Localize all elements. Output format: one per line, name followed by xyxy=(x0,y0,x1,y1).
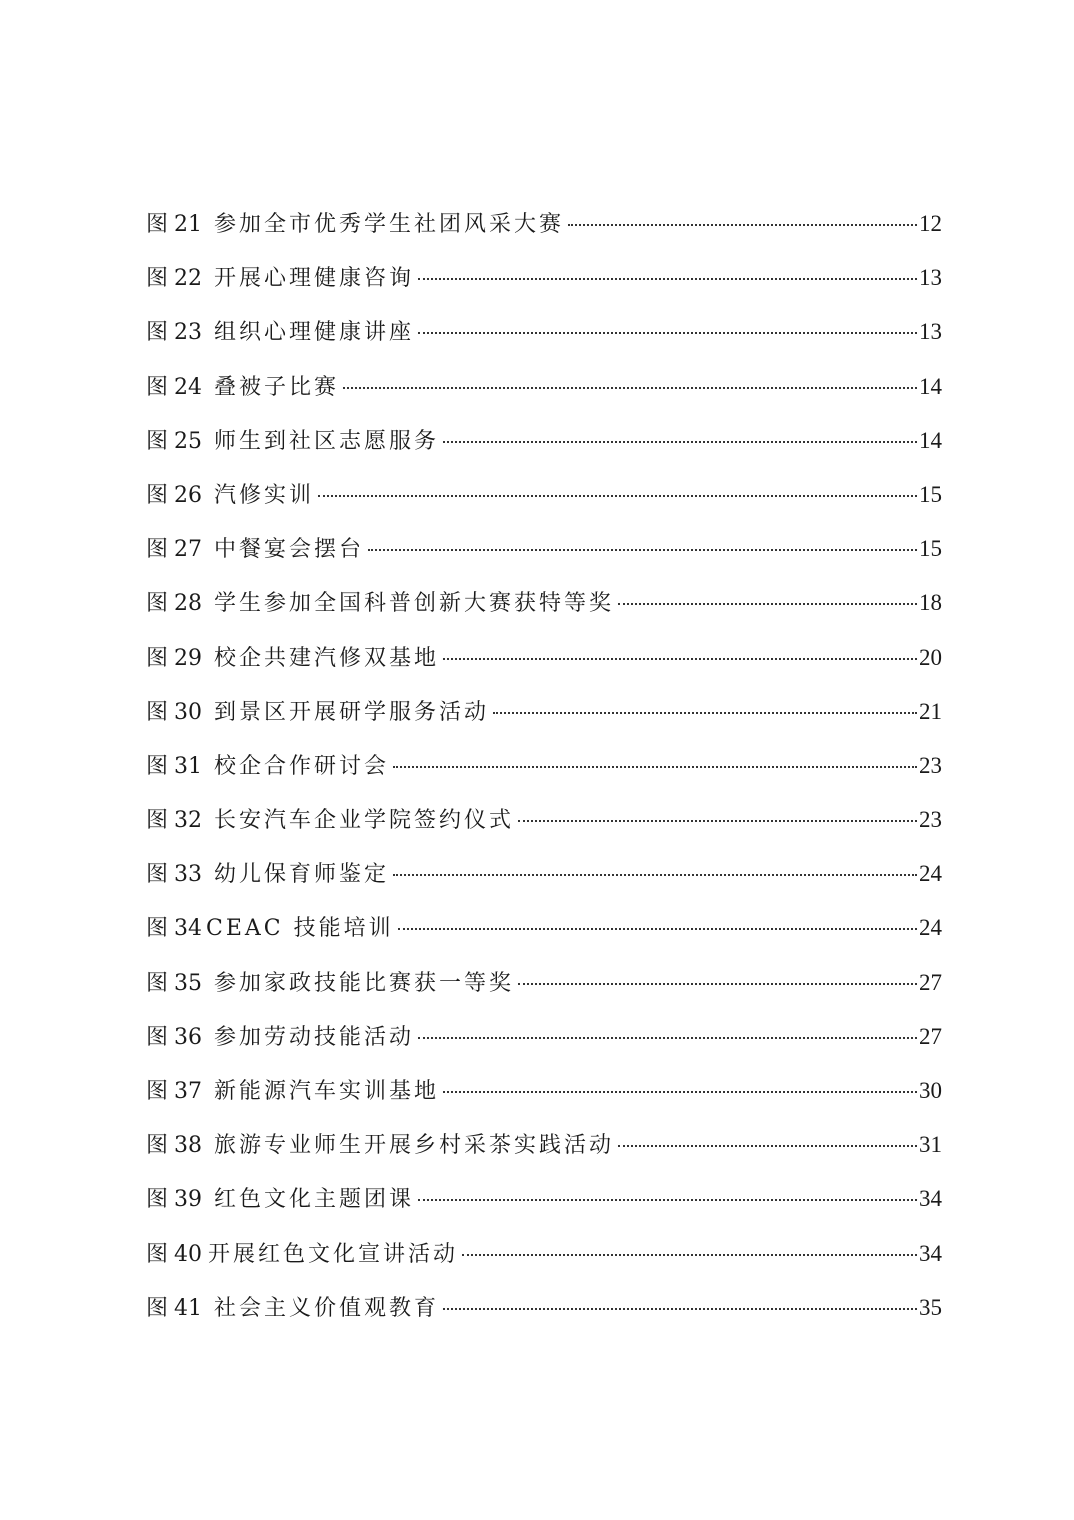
toc-entry[interactable] xyxy=(146,959,942,1013)
entry-title: 红色文化主题团课 xyxy=(214,1187,415,1213)
dot-leader xyxy=(318,495,917,497)
dot-leader xyxy=(443,441,917,443)
toc-entry[interactable] xyxy=(146,1175,942,1229)
entry-number: 32 xyxy=(174,808,203,834)
entry-number: 34 xyxy=(174,916,203,942)
dot-leader xyxy=(418,332,917,334)
toc-entry[interactable] xyxy=(146,1121,942,1175)
entry-number: 22 xyxy=(174,266,203,292)
dot-leader xyxy=(343,387,917,389)
entry-prefix: 图 xyxy=(146,374,169,400)
entry-number: 39 xyxy=(174,1187,203,1213)
entry-page-number: 14 xyxy=(919,373,942,399)
entry-number: 37 xyxy=(174,1079,203,1104)
entry-prefix: 图 xyxy=(146,1079,169,1104)
entry-prefix: 图 xyxy=(146,645,169,671)
toc-entry[interactable] xyxy=(146,525,942,579)
toc-entry[interactable] xyxy=(146,688,942,742)
entry-title: 汽修实训 xyxy=(214,482,315,508)
toc-entry[interactable] xyxy=(146,254,942,308)
entry-title: 长安汽车企业学院签约仪式 xyxy=(214,808,515,834)
toc-entry[interactable] xyxy=(146,417,942,471)
entry-page-number: 21 xyxy=(919,698,942,724)
entry-prefix: 图 xyxy=(146,1295,169,1321)
entry-title: 组织心理健康讲座 xyxy=(214,320,415,346)
entry-number: 41 xyxy=(174,1295,203,1321)
entry-prefix: 图 xyxy=(146,970,169,996)
dot-leader xyxy=(443,1091,917,1093)
dot-leader xyxy=(368,549,917,551)
entry-prefix: 图 xyxy=(146,753,169,779)
entry-page-number: 35 xyxy=(919,1294,942,1320)
entry-title: 幼儿保育师鉴定 xyxy=(214,862,390,888)
entry-title: 参加全市优秀学生社团风采大赛 xyxy=(214,212,565,237)
toc-entry[interactable] xyxy=(146,1067,942,1121)
figure-list xyxy=(146,200,942,1338)
entry-page-number: 18 xyxy=(919,590,942,616)
toc-entry[interactable] xyxy=(146,904,942,958)
entry-number: 27 xyxy=(174,537,203,563)
toc-entry[interactable] xyxy=(146,850,942,904)
entry-title: 师生到社区志愿服务 xyxy=(214,428,440,454)
dot-leader xyxy=(393,874,917,876)
entry-number: 25 xyxy=(174,428,203,454)
entry-page-number: 15 xyxy=(919,481,942,507)
entry-number: 28 xyxy=(174,591,203,617)
entry-prefix: 图 xyxy=(146,699,169,725)
entry-prefix: 图 xyxy=(146,266,169,292)
entry-prefix: 图 xyxy=(146,482,169,508)
entry-prefix: 图 xyxy=(146,537,169,563)
entry-title: 到景区开展研学服务活动 xyxy=(214,699,490,725)
dot-leader xyxy=(418,278,917,280)
entry-page-number: 27 xyxy=(919,1023,942,1049)
entry-prefix: 图 xyxy=(146,862,169,888)
entry-title: 参加家政技能比赛获一等奖 xyxy=(214,970,515,996)
entry-page-number: 14 xyxy=(919,427,942,453)
dot-leader xyxy=(568,224,917,226)
entry-prefix: 图 xyxy=(146,212,169,237)
entry-title: 社会主义价值观教育 xyxy=(214,1295,440,1321)
entry-prefix: 图 xyxy=(146,320,169,346)
entry-title: 学生参加全国科普创新大赛获特等奖 xyxy=(214,591,615,617)
toc-entry[interactable] xyxy=(146,308,942,362)
dot-leader xyxy=(398,928,917,930)
entry-number: 21 xyxy=(174,212,203,237)
entry-page-number: 24 xyxy=(919,861,942,887)
entry-prefix: 图 xyxy=(146,428,169,454)
toc-entry[interactable] xyxy=(146,200,942,254)
entry-page-number: 24 xyxy=(919,915,942,941)
entry-page-number: 30 xyxy=(919,1078,942,1103)
entry-number: 26 xyxy=(174,482,203,508)
dot-leader xyxy=(443,1308,917,1310)
entry-page-number: 20 xyxy=(919,644,942,670)
entry-title: 校企共建汽修双基地 xyxy=(214,645,440,671)
entry-title: 开展心理健康咨询 xyxy=(214,266,415,292)
entry-number: 30 xyxy=(174,699,203,725)
dot-leader xyxy=(443,658,917,660)
dot-leader xyxy=(518,983,917,985)
entry-number: 24 xyxy=(174,374,203,400)
entry-number: 31 xyxy=(174,753,203,779)
toc-entry[interactable] xyxy=(146,796,942,850)
dot-leader xyxy=(418,1037,917,1039)
entry-prefix: 图 xyxy=(146,808,169,834)
dot-leader xyxy=(418,1199,917,1201)
dot-leader xyxy=(618,603,917,605)
entry-title: 校企合作研讨会 xyxy=(214,753,390,779)
entry-number: 29 xyxy=(174,645,203,671)
dot-leader xyxy=(518,820,917,822)
toc-entry[interactable] xyxy=(146,471,942,525)
toc-entry[interactable] xyxy=(146,1230,942,1284)
entry-title: 参加劳动技能活动 xyxy=(214,1024,415,1050)
entry-title: CEAC 技能培训 xyxy=(206,916,394,942)
dot-leader xyxy=(493,712,917,714)
toc-entry[interactable] xyxy=(146,1013,942,1067)
entry-page-number: 34 xyxy=(919,1186,942,1212)
entry-prefix: 图 xyxy=(146,1187,169,1213)
entry-title: 旅游专业师生开展乡村采茶实践活动 xyxy=(214,1133,615,1159)
toc-entry[interactable] xyxy=(146,363,942,417)
entry-page-number: 15 xyxy=(919,536,942,562)
entry-page-number: 23 xyxy=(919,807,942,833)
dot-leader xyxy=(618,1145,917,1147)
entry-number: 33 xyxy=(174,862,203,888)
entry-number: 36 xyxy=(174,1024,203,1050)
entry-number: 35 xyxy=(174,970,203,996)
entry-prefix: 图 xyxy=(146,1241,169,1267)
entry-prefix: 图 xyxy=(146,1024,169,1050)
entry-page-number: 13 xyxy=(919,319,942,345)
entry-prefix: 图 xyxy=(146,916,169,942)
entry-number: 40 xyxy=(174,1241,203,1267)
toc-entry[interactable] xyxy=(146,742,942,796)
entry-prefix: 图 xyxy=(146,591,169,617)
entry-number: 23 xyxy=(174,320,203,346)
entry-page-number: 34 xyxy=(919,1240,942,1266)
entry-title: 叠被子比赛 xyxy=(214,374,340,400)
toc-entry[interactable] xyxy=(146,579,942,633)
entry-page-number: 13 xyxy=(919,265,942,291)
dot-leader xyxy=(462,1254,917,1256)
toc-entry[interactable] xyxy=(146,634,942,688)
entry-prefix: 图 xyxy=(146,1133,169,1159)
entry-title: 中餐宴会摆台 xyxy=(214,537,365,563)
entry-page-number: 12 xyxy=(919,211,942,236)
dot-leader xyxy=(393,766,917,768)
entry-page-number: 23 xyxy=(919,752,942,778)
entry-page-number: 31 xyxy=(919,1132,942,1158)
entry-page-number: 27 xyxy=(919,969,942,995)
entry-title: 开展红色文化宣讲活动 xyxy=(208,1241,459,1267)
toc-entry[interactable] xyxy=(146,1284,942,1338)
entry-title: 新能源汽车实训基地 xyxy=(214,1079,440,1104)
entry-number: 38 xyxy=(174,1133,203,1159)
